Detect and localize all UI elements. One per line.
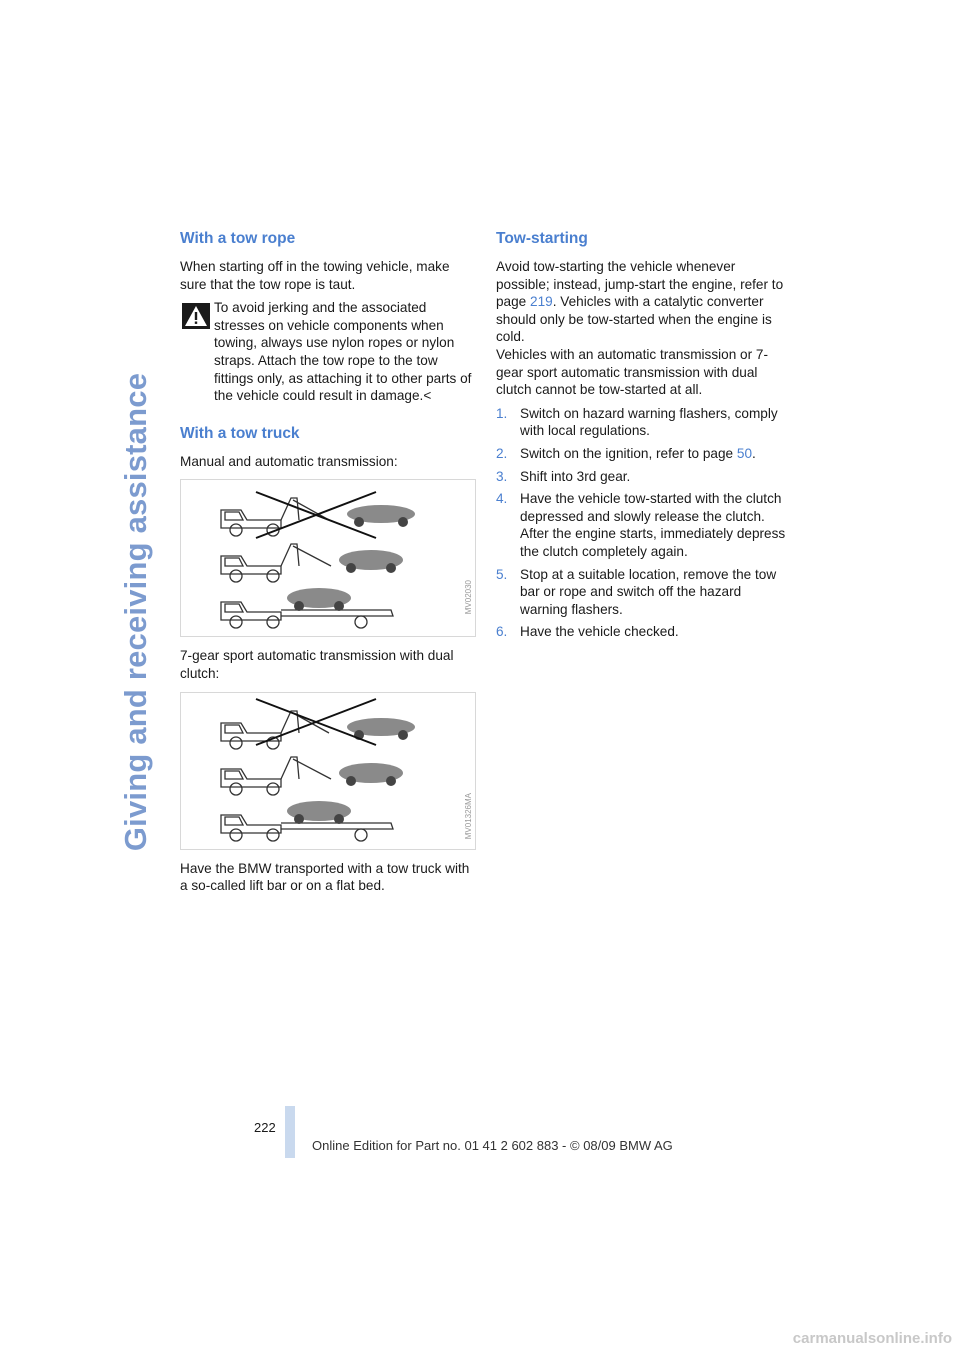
towing-illustration-1: [181, 480, 475, 636]
heading-tow-truck: With a tow truck: [180, 424, 300, 442]
section-title-vertical: [112, 232, 160, 992]
step-number: 6.: [496, 624, 508, 640]
step-text: Have the vehicle tow-started with the clutch depressed and slowly release the clutch. After the engine starts, immediately depress the clutch completely again.: [520, 491, 786, 559]
section-title-text: Giving and receiving assistance: [118, 372, 153, 852]
warning-text: To avoid jerking and the associated stresses on vehicle components when towing, always use nylon ropes or nylon straps. Attach the tow rope to the tow fittings only, as attaching it to other parts of the vehicle could result in damage.<: [214, 300, 472, 404]
page-link-50[interactable]: 50: [736, 445, 753, 461]
step-number: 3.: [496, 468, 508, 484]
footer-edition: Online Edition for Part no. 01 41 2 602 883 - © 08/09 BMW AG: [312, 1138, 673, 1153]
heading-tow-rope: With a tow rope: [180, 230, 296, 247]
step-number: 4.: [496, 491, 508, 507]
tow-starting-para1: [496, 258, 792, 346]
list-item: [496, 445, 792, 463]
right-column: [496, 228, 792, 646]
step-number: 2.: [496, 445, 508, 461]
step-text: Stop at a suitable location, remove the tow bar or rope and switch off the hazard warning flashers.: [520, 566, 777, 617]
page-number: 222: [254, 1120, 276, 1135]
step-text: Switch on the ignition, refer to page: [520, 445, 737, 461]
heading-tow-starting: Tow-starting: [496, 230, 588, 247]
warning-block: [180, 299, 476, 405]
watermark: carmanualsonline.info: [792, 1330, 952, 1347]
caption-sport-transmission: 7-gear sport automatic transmission with dual clutch:: [180, 648, 454, 681]
page-link-219[interactable]: 219: [530, 294, 553, 310]
list-item: [496, 566, 792, 619]
list-item: [496, 490, 792, 560]
step-text: Shift into 3rd gear.: [520, 468, 631, 484]
step-text-end: .: [752, 445, 756, 461]
figure-code-2: MV01326MA: [464, 792, 473, 839]
para1-text-b: . Vehicles with a catalytic converter should only be tow-started when the engine is cold.: [496, 294, 772, 345]
list-item: [496, 468, 792, 486]
figure-towing-manual: [180, 479, 476, 637]
step-text: Have the vehicle checked.: [520, 624, 679, 640]
list-item: [496, 623, 792, 641]
footer-accent-bar: [285, 1106, 295, 1158]
step-number: 1.: [496, 405, 508, 421]
para1-text-a: Avoid tow-starting the vehicle whenever possible; instead, jump-start the engine, refer to page: [496, 259, 784, 310]
left-column: [180, 228, 476, 895]
tow-starting-steps: [496, 405, 792, 641]
step-text: Switch on hazard warning flashers, comply with local regulations.: [520, 405, 778, 439]
tow-starting-para2: Vehicles with an automatic transmission or 7-gear sport automatic transmission with dual clutch cannot be tow-started at all.: [496, 346, 768, 398]
figure-code-1: MV02030: [464, 580, 473, 615]
towing-illustration-2: [181, 693, 475, 849]
warning-triangle-icon: [182, 303, 210, 329]
list-item: [496, 405, 792, 440]
figure-towing-sport: [180, 692, 476, 850]
caption-manual-transmission: Manual and automatic transmission:: [180, 453, 398, 469]
tow-truck-closing: Have the BMW transported with a tow truck with a so-called lift bar or on a flat bed.: [180, 860, 470, 894]
step-number: 5.: [496, 566, 508, 582]
tow-rope-intro: When starting off in the towing vehicle, make sure that the tow rope is taut.: [180, 259, 450, 292]
